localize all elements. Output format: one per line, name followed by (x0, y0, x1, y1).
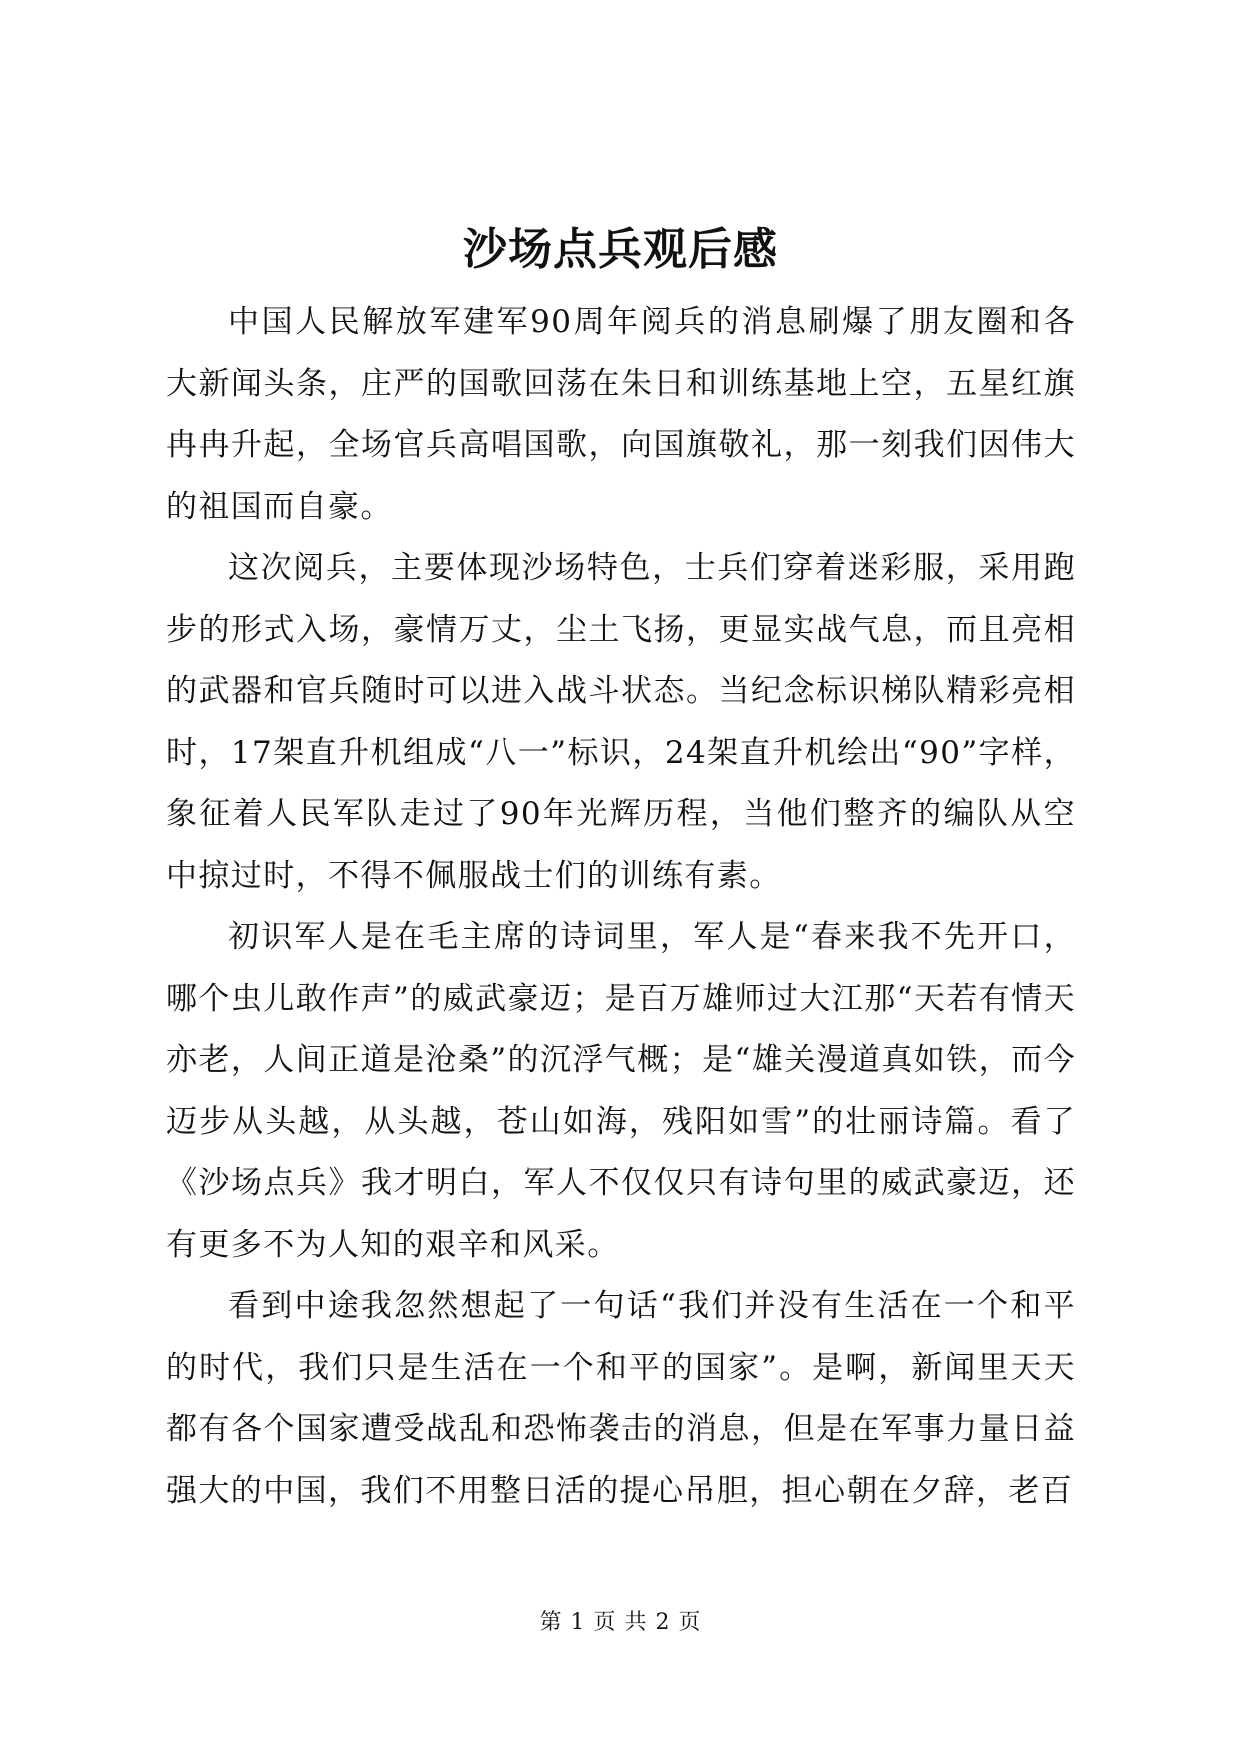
paragraph-2: 这次阅兵，主要体现沙场特色，士兵们穿着迷彩服，采用跑步的形式入场，豪情万丈，尘土飞扬，更显实战气息，而且亮相的武器和官兵随时可以进入战斗状态。当纪念标识梯队精彩亮相时，17架直升机组成“八一”标识，24架直升机绘出“90”字样，象征着人民军队走过了90年光辉历程，当他们整齐的编队从空中掠过时，不得不佩服战士们的训练有素。 (166, 550, 1076, 894)
paragraph-4: 看到中途我忽然想起了一句话“我们并没有生活在一个和平的时代，我们只是生活在一个和平的国家”。是啊，新闻里天天都有各个国家遭受战乱和恐怖袭击的消息，但是在军事力量日益强大的中国，我们不用整日活的提心吊胆，担心朝在夕辞，老百 (166, 1288, 1076, 1509)
document-title: 沙场点兵观后感 (463, 224, 778, 275)
document-body (166, 292, 1076, 1522)
paragraph-3: 初识军人是在毛主席的诗词里，军人是“春来我不先开口，哪个虫儿敢作声”的威武豪迈；是百万雄师过大江那“天若有情天亦老，人间正道是沧桑”的沉浮气概；是“雄关漫道真如铁，而今迈步从头越，从头越，苍山如海，残阳如雪”的壮丽诗篇。看了《沙场点兵》我才明白，军人不仅仅只有诗句里的威武豪迈，还有更多不为人知的艰辛和风采。 (166, 919, 1076, 1263)
page-footer: 第 1 页 共 2 页 (539, 1610, 702, 1635)
paragraph-1: 中国人民解放军建军90周年阅兵的消息刷爆了朋友圈和各大新闻头条，庄严的国歌回荡在朱日和训练基地上空，五星红旗冉冉升起，全场官兵高唱国歌，向国旗敬礼，那一刻我们因伟大的祖国而自豪。 (166, 304, 1076, 525)
